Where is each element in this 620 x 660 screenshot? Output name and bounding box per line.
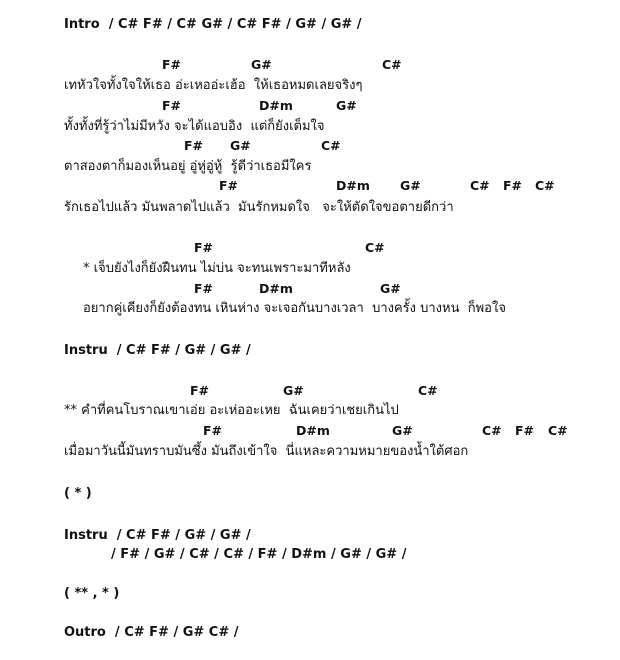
lyric-line: อยากคู่เคียงก็ยังต้องทน เหินห่าง จะเจอกันบางเวลา บางครั้ง บางหน ก็พอใจ [83,301,506,316]
repeat-marker: ( ** , * ) [64,586,120,601]
chord: F# [190,383,210,398]
chord: C# [321,138,341,153]
repeat-marker: ( * ) [64,486,92,501]
lyric-line: ** คำที่คนโบราณเขาเอ่ย อะเห่ออะเหย ฉันเคยว่าเชยเกินไป [64,403,399,418]
instru-line-continued: / F# / G# / C# / C# / F# / D#m / G# / G# / [111,547,407,562]
chord: F# [503,178,523,193]
outro-line: Outro / C# F# / G# C# / [64,625,239,640]
chord: D#m [259,281,293,296]
chord: F# [184,138,204,153]
chord: C# [548,423,568,438]
lyric-line: ทั้งทั้งที่รู้ว่าไม่มีหวัง จะได้แอบอิง แต่ก็ยังเต็มใจ [64,119,325,134]
chord: F# [219,178,239,193]
chord: F# [194,240,214,255]
chord: F# [194,281,214,296]
chord: D#m [336,178,370,193]
instru-line: Instru / C# F# / G# / G# / [64,343,251,358]
lyric-line: รักเธอไปแล้ว มันพลาดไปแล้ว มันรักหมดใจ จะให้ตัดใจขอตายดีกว่า [64,200,454,215]
chord: C# [365,240,385,255]
chord: F# [162,98,182,113]
intro-line: Intro / C# F# / C# G# / C# F# / G# / G# / [64,17,362,32]
chord: G# [251,57,272,72]
chord: C# [482,423,502,438]
chord: F# [203,423,223,438]
chord: C# [470,178,490,193]
chord: C# [418,383,438,398]
chord: G# [283,383,304,398]
chord: C# [535,178,555,193]
chord: G# [336,98,357,113]
instru-line: Instru / C# F# / G# / G# / [64,528,251,543]
chord: D#m [259,98,293,113]
lyric-line: * เจ็บยังไงก็ยังฝืนทน ไม่บ่น จะทนเพราะมาทีหลัง [83,261,351,276]
lyric-line: เทหัวใจทั้งใจให้เธอ อ่ะเหออ่ะเฮ้อ ให้เธอหมดเลยจริงๆ [64,78,363,93]
chord: D#m [296,423,330,438]
chord: G# [392,423,413,438]
chord: C# [382,57,402,72]
chord: F# [162,57,182,72]
chord: G# [230,138,251,153]
lyric-line: เมื่อมาวันนี้มันทราบมันซึ้ง มันถึงเข้าใจ นี่แหละความหมายของน้ำใต้ศอก [64,444,469,459]
lyric-line: ตาสองตาก็มองเห็นอยู่ อู่หู่อู่หู้ รู้ดีว่าเธอมีใคร [64,159,312,174]
chord: G# [380,281,401,296]
chord: G# [400,178,421,193]
chord: F# [515,423,535,438]
